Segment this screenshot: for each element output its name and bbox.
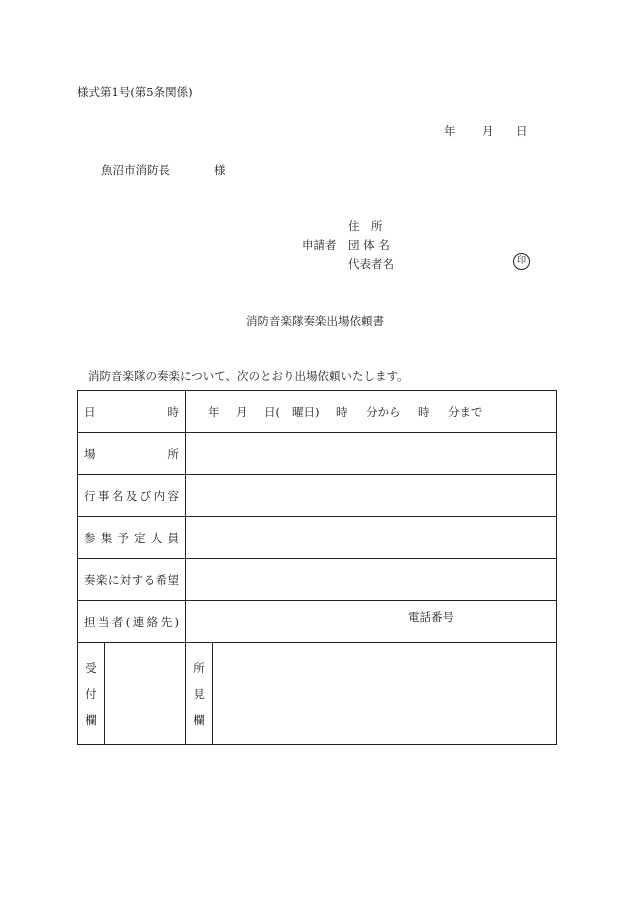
event-value-field[interactable] — [186, 475, 557, 517]
dt-day: 日( — [264, 404, 280, 419]
document-title: 消防音楽隊奏楽出場依頼書 — [246, 314, 384, 328]
dt-start-hour: 時 — [336, 404, 348, 419]
request-form-table — [77, 390, 557, 745]
table-row — [78, 601, 557, 643]
addressee-name: 魚沼市消防長 — [101, 163, 170, 177]
dt-weekday: 曜日) — [292, 404, 320, 419]
table-row — [78, 643, 557, 745]
contact-value-field[interactable] — [186, 601, 557, 643]
reception-char: 欄 — [85, 712, 97, 727]
applicant-address-label: 住 所 — [348, 219, 383, 233]
table-row — [78, 475, 557, 517]
dt-start-min: 分から — [366, 404, 401, 419]
applicant-group-label: 団 体 名 — [348, 238, 390, 252]
dt-month: 月 — [236, 404, 248, 419]
dt-year: 年 — [208, 404, 220, 419]
opinion-field[interactable] — [213, 643, 557, 745]
table-row — [78, 391, 557, 433]
month-label: 月 — [482, 124, 494, 138]
table-row — [78, 559, 557, 601]
intro-text: 消防音楽隊の奏楽について、次のとおり出場依頼いたします。 — [88, 369, 409, 383]
datetime-label: 日 時 — [78, 391, 186, 433]
applicant-label: 申請者 — [302, 238, 337, 252]
opinion-char: 欄 — [193, 712, 205, 727]
place-label: 場 所 — [78, 433, 186, 475]
honorific: 様 — [214, 163, 226, 177]
reception-char: 付 — [85, 686, 97, 701]
request-label: 奏楽に対する希望 — [78, 559, 186, 601]
reception-field[interactable] — [105, 643, 186, 745]
request-value-field[interactable] — [186, 559, 557, 601]
event-label: 行事名及び内容 — [78, 475, 186, 517]
reception-label — [78, 643, 105, 745]
place-value-field[interactable] — [186, 433, 557, 475]
opinion-label — [186, 643, 213, 745]
opinion-char: 所 — [193, 660, 205, 675]
applicant-representative-label: 代表者名 — [348, 257, 394, 271]
table-row — [78, 433, 557, 475]
form-number-label: 様式第1号(第5条関係) — [77, 85, 193, 99]
datetime-value-field[interactable] — [186, 391, 557, 433]
opinion-char: 見 — [193, 686, 205, 701]
table-row — [78, 517, 557, 559]
attendance-label: 参集予定人員 — [78, 517, 186, 559]
application-date — [444, 123, 528, 139]
year-label: 年 — [444, 124, 456, 138]
phone-label: 電話番号 — [408, 610, 454, 624]
dt-end-hour: 時 — [418, 404, 430, 419]
seal-mark: 印 — [513, 253, 530, 270]
day-label: 日 — [516, 124, 528, 138]
contact-label: 担当者(連絡先) — [78, 601, 186, 643]
reception-char: 受 — [85, 660, 97, 675]
attendance-value-field[interactable] — [186, 517, 557, 559]
dt-end-min: 分まで — [448, 404, 483, 419]
addressee-line — [101, 162, 226, 178]
